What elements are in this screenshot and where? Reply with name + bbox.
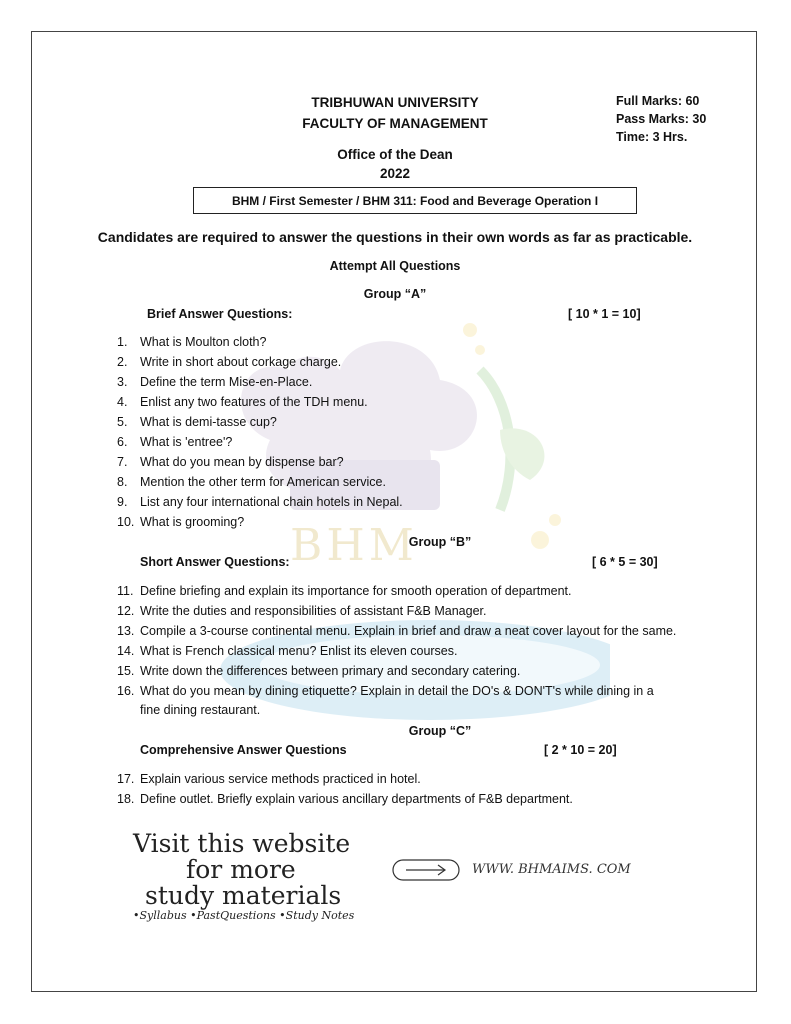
list-item: 13. Compile a 3-course continental menu. Explain in brief and draw a neat cover layout for the same. xyxy=(117,624,677,638)
exam-time: Time: 3 Hrs. xyxy=(616,130,688,144)
group-b-marks: [ 6 * 5 = 30] xyxy=(592,555,658,569)
group-c-marks: [ 2 * 10 = 20] xyxy=(544,743,617,757)
group-a-subtitle: Brief Answer Questions: xyxy=(147,307,293,321)
university-name: TRIBHUWAN UNIVERSITY xyxy=(311,95,479,110)
list-item: 2. Write in short about corkage charge. xyxy=(117,355,342,369)
full-marks: Full Marks: 60 xyxy=(616,94,700,108)
list-item: 6. What is 'entree'? xyxy=(117,435,233,449)
list-item: 1. What is Moulton cloth? xyxy=(117,335,267,349)
group-a-marks: [ 10 * 1 = 10] xyxy=(568,307,641,321)
list-item: 4. Enlist any two features of the TDH menu. xyxy=(117,395,368,409)
course-title: BHM / First Semester / BHM 311: Food and Beverage Operation I xyxy=(231,193,599,208)
ad-line-1: Visit this website xyxy=(133,829,351,858)
instructions: Candidates are required to answer the questions in their own words as far as practicable. xyxy=(97,229,693,245)
group-c-title: Group “C” xyxy=(408,724,472,738)
group-b-title: Group “B” xyxy=(408,535,472,549)
ad-line-2: for more xyxy=(186,855,296,884)
list-item: 12. Write the duties and responsibilities of assistant F&B Manager. xyxy=(117,604,487,618)
attempt-all: Attempt All Questions xyxy=(329,259,461,273)
list-item: 16. What do you mean by dining etiquette? Explain in detail the DO's & DON'T's while dining in a xyxy=(117,684,654,698)
list-item: 8. Mention the other term for American service. xyxy=(117,475,386,489)
group-a-title: Group “A” xyxy=(363,287,427,301)
list-item: 9. List any four international chain hotels in Nepal. xyxy=(117,495,403,509)
list-item: 11. Define briefing and explain its importance for smooth operation of department. xyxy=(117,584,572,598)
right-arrow-icon xyxy=(392,859,460,881)
faculty-name: FACULTY OF MANAGEMENT xyxy=(302,116,488,131)
list-item: 17. Explain various service methods practiced in hotel. xyxy=(117,772,421,786)
list-item: 3. Define the term Mise-en-Place. xyxy=(117,375,313,389)
list-item: 14. What is French classical menu? Enlist its eleven courses. xyxy=(117,644,458,658)
pass-marks: Pass Marks: 30 xyxy=(616,112,707,126)
list-item: 10. What is grooming? xyxy=(117,515,245,529)
list-item: 5. What is demi-tasse cup? xyxy=(117,415,277,429)
watermark-text: BHM xyxy=(290,520,418,571)
list-item-continuation: fine dining restaurant. xyxy=(140,703,261,717)
group-b-subtitle: Short Answer Questions: xyxy=(140,555,290,569)
course-box xyxy=(193,187,637,214)
office-name: Office of the Dean xyxy=(337,147,453,162)
list-item: 7. What do you mean by dispense bar? xyxy=(117,455,344,469)
ad-line-3: study materials xyxy=(145,881,342,910)
list-item: 15. Write down the differences between primary and secondary catering. xyxy=(117,664,521,678)
list-item: 18. Define outlet. Briefly explain various ancillary departments of F&B department. xyxy=(117,792,573,806)
group-c-subtitle: Comprehensive Answer Questions xyxy=(140,743,347,757)
website-link[interactable]: WWW. BHMAIMS. COM xyxy=(472,862,631,877)
exam-year: 2022 xyxy=(379,166,411,181)
ad-tags: •Syllabus •PastQuestions •Study Notes xyxy=(133,909,355,922)
